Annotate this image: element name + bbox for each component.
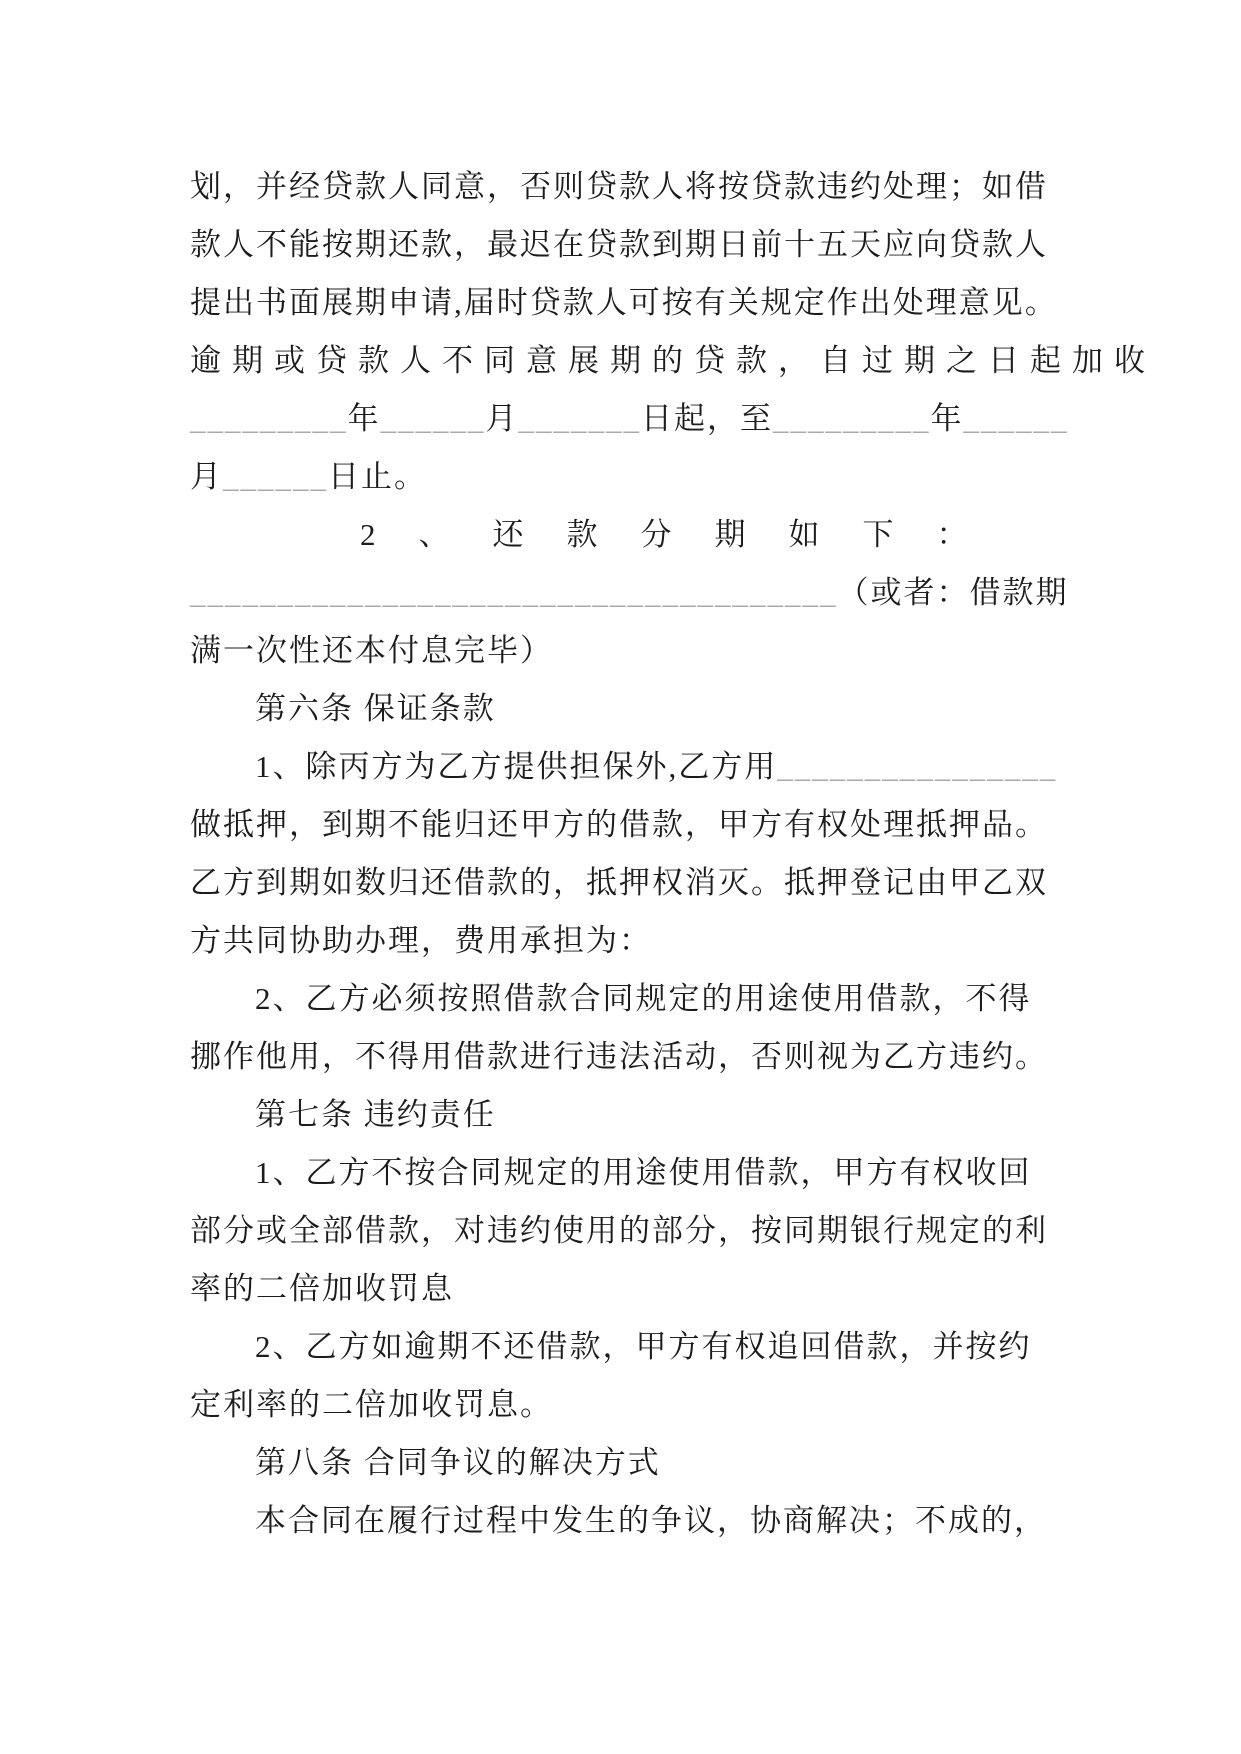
line-text: 部分或全部借款，对违约使用的部分，按同期银行规定的利 (190, 1213, 1048, 1248)
line-text: 第八条 合同争议的解决方式 (255, 1445, 661, 1480)
blank-line (190, 564, 1075, 622)
contract-text-line (190, 970, 1075, 1028)
date-blank-line (190, 390, 1075, 448)
fill-in-blank: _____________________________________ (190, 575, 838, 610)
contract-text-line (190, 1202, 1075, 1260)
date-blank-line (190, 448, 1075, 506)
fill-in-blank: ______ (963, 401, 1069, 436)
line-text: 日止。 (328, 459, 427, 494)
line-text: 第六条 保证条款 (255, 691, 496, 726)
contract-text-line (190, 158, 1075, 216)
line-text: 逾期或贷款人不同意展期的贷款，自过期之日起加收 (190, 343, 1156, 378)
line-text: 年 (930, 401, 964, 436)
line-text: 满一次性还本付息完毕） (190, 633, 553, 668)
contract-text-line (190, 1318, 1075, 1376)
line-text: 日起，至 (641, 401, 773, 436)
fill-in-blank: ______ (380, 401, 486, 436)
contract-text-line (190, 738, 1075, 796)
contract-text-line (190, 274, 1075, 332)
fill-in-blank: ______ (223, 459, 328, 494)
line-text: 2、乙方必须按照借款合同规定的用途使用借款，不得 (255, 981, 1032, 1016)
line-text: 划，并经贷款人同意，否则贷款人将按贷款违约处理；如借 (190, 169, 1048, 204)
contract-text-line (190, 216, 1075, 274)
line-text: 乙方到期如数归还借款的，抵押权消灭。抵押登记由甲乙双 (190, 865, 1048, 900)
fill-in-blank: _________ (773, 401, 931, 436)
line-text: 做抵押，到期不能归还甲方的借款，甲方有权处理抵押品。 (190, 807, 1048, 842)
line-text: 月 (485, 401, 519, 436)
fill-in-blank: ________________ (777, 749, 1058, 784)
fill-in-blank: _________ (190, 401, 348, 436)
clause-6-heading (190, 680, 1075, 738)
line-text: 定利率的二倍加收罚息。 (190, 1387, 553, 1422)
repayment-schedule-line (190, 506, 1075, 564)
contract-text-line (190, 622, 1075, 680)
line-text: 2、还款分期如下： (360, 517, 1011, 552)
line-text: 率的二倍加收罚息 (190, 1271, 454, 1306)
line-text: 1、除丙方为乙方提供担保外,乙方用 (255, 749, 778, 784)
line-text: 本合同在履行过程中发生的争议，协商解决；不成的， (255, 1503, 1047, 1538)
contract-text-line (190, 796, 1075, 854)
line-text: 提出书面展期申请,届时贷款人可按有关规定作出处理意见。 (190, 285, 1058, 320)
fill-in-blank: _______ (518, 401, 641, 436)
contract-body (190, 158, 1156, 1550)
contract-text-line (190, 912, 1075, 970)
contract-text-line (190, 1492, 1075, 1550)
line-text: 2、乙方如逾期不还借款，甲方有权追回借款，并按约 (255, 1329, 1032, 1364)
clause-7-heading (190, 1086, 1075, 1144)
line-text: 1、乙方不按合同规定的用途使用借款，甲方有权收回 (255, 1155, 1032, 1190)
contract-text-line (190, 332, 1156, 390)
contract-text-line (190, 1260, 1075, 1318)
line-text: 第七条 违约责任 (255, 1097, 496, 1132)
line-text: 年 (347, 401, 381, 436)
contract-text-line (190, 1376, 1075, 1434)
line-text: 挪作他用，不得用借款进行违法活动，否则视为乙方违约。 (190, 1039, 1048, 1074)
line-text: （或者：借款期 (837, 575, 1069, 610)
line-text: 月 (190, 459, 223, 494)
line-text: 方共同协助办理，费用承担为： (190, 923, 652, 958)
clause-8-heading (190, 1434, 1075, 1492)
contract-text-line (190, 1144, 1075, 1202)
line-text: 款人不能按期还款，最迟在贷款到期日前十五天应向贷款人 (190, 227, 1048, 262)
contract-text-line (190, 854, 1075, 912)
contract-text-line (190, 1028, 1075, 1086)
